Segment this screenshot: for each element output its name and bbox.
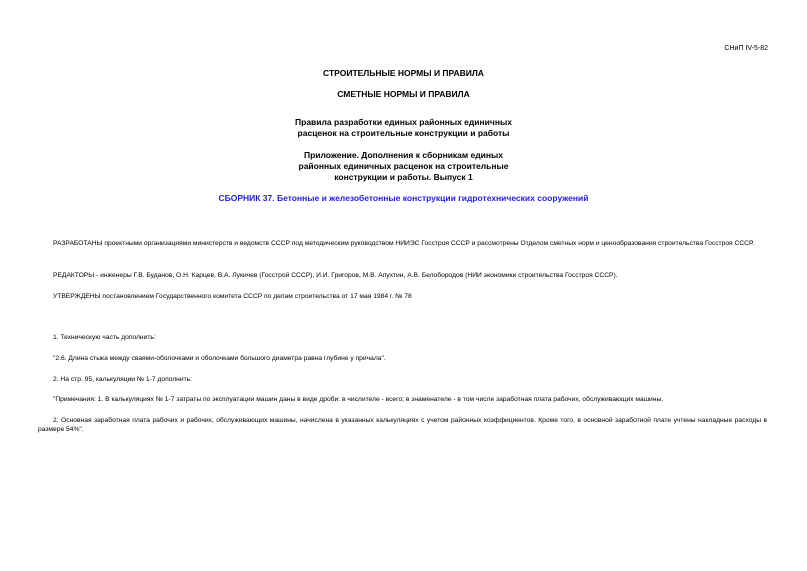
note-2: 2. Основная заработная плата рабочих и рабочих, обслуживающих машины, начислена в указанных калькуляциях с учетом районных коэффициентов. Кроме того, в основной заработной плате учтены накладные расходы в размере 54%". xyxy=(38,416,767,434)
developed-paragraph: РАЗРАБОТАНЫ проектными организациями министерств и ведомств СССР под методическим руководством НИИЭС Госстроя СССР и рассмотрены Отделом сметных норм и ценообразования строительства Госстроя СССР. xyxy=(53,239,755,247)
main-title: СТРОИТЕЛЬНЫЕ НОРМЫ И ПРАВИЛА xyxy=(323,68,484,78)
note-1: "Примечания: 1. В калькуляциях № 1-7 затраты по эксплуатации машин даны в виде дроби: в числителе - всего; в знаменателе - в том числе заработная плата рабочих, обслуживающих машины. xyxy=(53,395,664,403)
rules-title-line: Правила разработки единых районных единичных xyxy=(295,117,512,127)
item-2: 2. На стр. 95, калькуляции № 1-7 дополнить: xyxy=(53,375,193,383)
approved-paragraph: УТВЕРЖДЕНЫ постановлением Государственного комитета СССР по делам строительства от 17 мая 1984 г. № 78 xyxy=(53,292,412,300)
appendix-title-line: конструкции и работы. Выпуск 1 xyxy=(334,172,473,182)
sub-title: СМЕТНЫЕ НОРМЫ И ПРАВИЛА xyxy=(337,89,470,99)
collection-title: СБОРНИК 37. Бетонные и железобетонные конструкции гидротехнических сооружений xyxy=(218,193,589,203)
item-1-quote: "2.6. Длина стыка между сваями-оболочками и оболочками большого диаметра равна глубине у причала". xyxy=(53,354,386,362)
item-1: 1. Техническую часть дополнить: xyxy=(53,333,156,341)
rules-title-line: расценок на строительные конструкции и работы xyxy=(297,128,510,138)
appendix-title xyxy=(0,150,807,183)
appendix-title-line: районных единичных расценок на строительные xyxy=(298,161,509,171)
document-code: СНиП IV-5-82 xyxy=(724,45,768,52)
appendix-title-line: Приложение. Дополнения к сборникам единых xyxy=(303,150,504,160)
rules-title xyxy=(0,117,807,139)
editors-paragraph: РЕДАКТОРЫ - инженеры Г.В. Буданов, О.Н. Карцев, В.А. Лукичев (Госстрой СССР), И.И. Григоров, М.В. Апухтин, А.В. Белобородов (НИИ экономики строительства Госстроя СССР). xyxy=(53,271,618,279)
